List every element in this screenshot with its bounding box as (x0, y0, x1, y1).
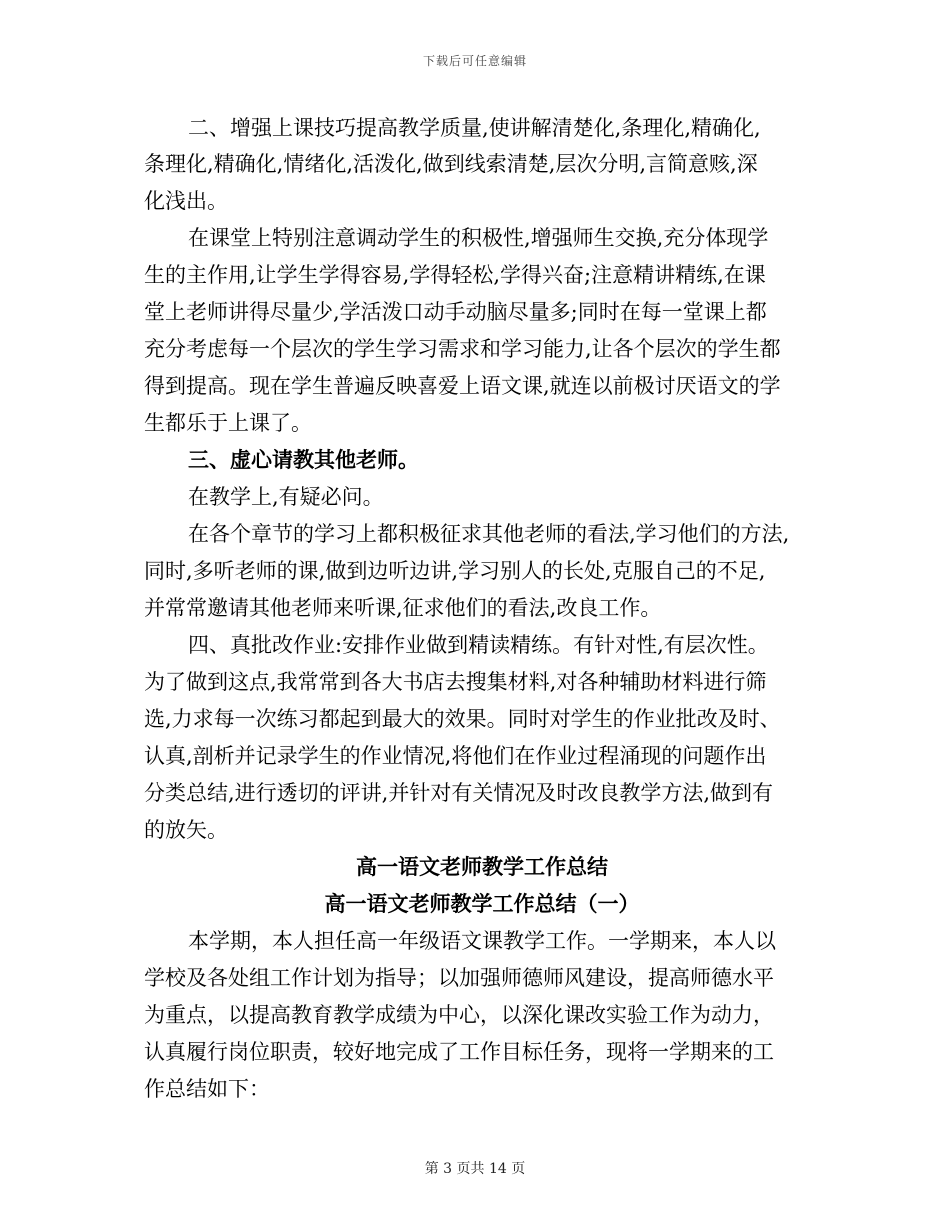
paragraph-line: 四、真批改作业:安排作业做到精读精练。有针对性,有层次性。 (188, 633, 769, 657)
section-heading: 三、虚心请教其他老师。 (188, 447, 419, 472)
document-subtitle: 高一语文老师教学工作总结（一） (324, 891, 640, 916)
paragraph-line: 二、增强上课技巧提高教学质量,使讲解清楚化,条理化,精确化, (188, 116, 761, 140)
paragraph-line: 为了做到这点,我常常到各大书店去搜集材料,对各种辅助材料进行筛 (144, 670, 767, 694)
paragraph-line: 充分考虑每一个层次的学生学习需求和学习能力,让各个层次的学生都 (144, 337, 781, 361)
paragraph-line: 选,力求每一次练习都起到最大的效果。同时对学生的作业批改及时、 (144, 707, 781, 731)
paragraph-line: 化浅出。 (144, 189, 228, 213)
paragraph-line: 在课堂上特别注意调动学生的积极性,增强师生交换,充分体现学 (188, 226, 769, 250)
paragraph-line: 学校及各处组工作计划为指导；以加强师德师风建设，提高师德水平 (144, 966, 774, 990)
paragraph-line: 同时,多听老师的课,做到边听边讲,学习别人的长处,克服自己的不足, (144, 559, 766, 583)
paragraph-line: 认真履行岗位职责，较好地完成了工作目标任务，现将一学期来的工 (144, 1040, 774, 1064)
paragraph-line: 在教学上,有疑必问。 (188, 485, 384, 509)
paragraph-line: 生都乐于上课了。 (144, 411, 312, 435)
paragraph-line: 得到提高。现在学生普遍反映喜爱上语文课,就连以前极讨厌语文的学 (144, 374, 781, 398)
paragraph-line: 条理化,精确化,情绪化,活泼化,做到线索清楚,层次分明,言简意赅,深 (144, 152, 758, 176)
paragraph-line: 的放矢。 (144, 818, 228, 842)
page-header: 下载后可任意编辑 (422, 54, 527, 68)
paragraph-line: 并常常邀请其他老师来听课,征求他们的看法,改良工作。 (144, 596, 662, 620)
paragraph-line: 在各个章节的学习上都积极征求其他老师的看法,学习他们的方法, (188, 522, 790, 546)
paragraph-line: 分类总结,进行透切的评讲,并针对有关情况及时改良教学方法,做到有 (144, 781, 774, 805)
paragraph-line: 为重点，以提高教育教学成绩为中心，以深化课改实验工作为动力， (144, 1003, 774, 1027)
paragraph-line: 作总结如下： (144, 1077, 270, 1101)
paragraph-line: 认真,剖析并记录学生的作业情况,将他们在作业过程涌现的问题作出 (144, 744, 767, 768)
paragraph-line: 本学期，本人担任高一年级语文课教学工作。一学期来，本人以 (188, 929, 776, 953)
page-footer: 第 3 页共 14 页 (424, 1161, 526, 1177)
paragraph-line: 堂上老师讲得尽量少,学活泼口动手动脑尽量多;同时在每一堂课上都 (144, 300, 767, 324)
document-title: 高一语文老师教学工作总结 (356, 854, 608, 879)
paragraph-line: 生的主作用,让学生学得容易,学得轻松,学得兴奋;注意精讲精练,在课 (144, 263, 766, 287)
